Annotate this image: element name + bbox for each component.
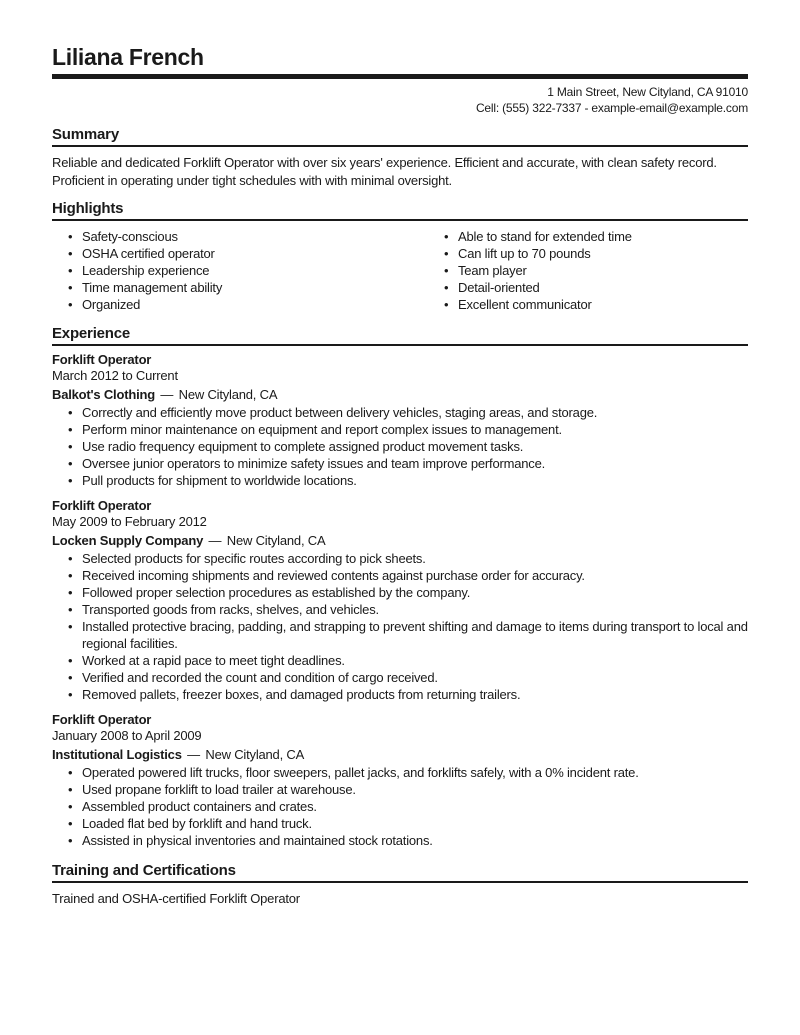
company-separator-dash: —	[208, 533, 222, 548]
job-bullet: • Oversee junior operators to minimize safety issues and team improve performance.	[52, 455, 748, 472]
company-location: New Cityland, CA	[178, 387, 278, 402]
job-bullet: • Used propane forklift to load trailer at warehouse.	[52, 781, 748, 798]
section-summary	[52, 126, 748, 190]
person-name: Liliana French	[52, 44, 204, 70]
company-name: Locken Supply Company	[52, 533, 204, 548]
training-text: Trained and OSHA-certified Forklift Operator	[52, 891, 300, 906]
job-entry	[52, 498, 748, 703]
job-title: Forklift Operator	[52, 712, 152, 727]
section-experience	[52, 325, 748, 849]
highlight-item: • Leadership experience	[52, 262, 428, 279]
contact-line: Cell: (555) 322-7337 - example-email@example.com	[475, 101, 748, 115]
job-bullet: • Removed pallets, freezer boxes, and damaged products from returning trailers.	[52, 686, 748, 703]
section-highlights	[52, 200, 748, 313]
company-separator-dash: —	[187, 747, 200, 762]
job-bullet: • Perform minor maintenance on equipment and report complex issues to management.	[52, 421, 748, 438]
job-dates: March 2012 to Current	[52, 368, 178, 383]
job-bullet: • Correctly and efficiently move product between delivery vehicles, staging areas, and storage.	[52, 404, 748, 421]
job-bullet: • Assembled product containers and crates.	[52, 798, 748, 815]
company-name: Balkot's Clothing	[52, 387, 155, 402]
job-bullet-list	[52, 550, 748, 703]
job-bullet: • Use radio frequency equipment to complete assigned product movement tasks.	[52, 438, 748, 455]
job-bullet: • Pull products for shipment to worldwide locations.	[52, 472, 748, 489]
job-bullet: • Installed protective bracing, padding, and strapping to prevent shifting and damage to items during transport to local and regional facilities.	[52, 618, 748, 652]
highlight-item: • OSHA certified operator	[52, 245, 428, 262]
job-dates: January 2008 to April 2009	[52, 728, 202, 743]
job-company-line	[52, 746, 748, 763]
highlight-item: • Organized	[52, 296, 428, 313]
training-title: Training and Certifications	[52, 862, 748, 883]
company-separator-dash: —	[160, 387, 174, 402]
address-line: 1 Main Street, New Cityland, CA 91010	[547, 85, 748, 99]
job-bullet: • Loaded flat bed by forklift and hand truck.	[52, 815, 748, 832]
company-location: New Cityland, CA	[205, 747, 305, 762]
job-title: Forklift Operator	[52, 352, 152, 367]
job-bullet: • Operated powered lift trucks, floor sweepers, pallet jacks, and forklifts safely, with a 0% incident rate.	[52, 764, 748, 781]
job-bullet: • Worked at a rapid pace to meet tight deadlines.	[52, 652, 748, 669]
job-company-line	[52, 386, 748, 403]
company-name: Institutional Logistics	[52, 747, 182, 762]
company-location: New Cityland, CA	[226, 533, 326, 548]
resume-header	[52, 44, 748, 116]
highlights-columns	[52, 228, 748, 313]
job-bullet-list	[52, 764, 748, 849]
job-dates: May 2009 to February 2012	[52, 514, 207, 529]
highlight-item: • Time management ability	[52, 279, 428, 296]
summary-title: Summary	[52, 126, 748, 147]
highlight-item: • Excellent communicator	[428, 296, 748, 313]
contact-block	[52, 84, 748, 116]
highlights-title: Highlights	[52, 200, 748, 221]
job-entry	[52, 712, 748, 849]
highlight-item: • Can lift up to 70 pounds	[428, 245, 748, 262]
job-bullet-list	[52, 404, 748, 489]
section-training	[52, 862, 748, 907]
highlight-item: • Team player	[428, 262, 748, 279]
job-bullet: • Transported goods from racks, shelves, and vehicles.	[52, 601, 748, 618]
job-bullet: • Received incoming shipments and reviewed contents against purchase order for accuracy.	[52, 567, 748, 584]
experience-title: Experience	[52, 325, 748, 346]
job-title: Forklift Operator	[52, 498, 152, 513]
highlight-item: • Detail-oriented	[428, 279, 748, 296]
highlight-item: • Safety-conscious	[52, 228, 428, 245]
job-bullet: • Selected products for specific routes according to pick sheets.	[52, 550, 748, 567]
job-company-line	[52, 532, 748, 549]
header-double-rule	[52, 74, 748, 79]
job-bullet: • Verified and recorded the count and condition of cargo received.	[52, 669, 748, 686]
job-bullet: • Followed proper selection procedures as established by the company.	[52, 584, 748, 601]
highlights-column-1	[52, 228, 428, 313]
highlights-column-2	[428, 228, 748, 313]
job-bullet: • Assisted in physical inventories and maintained stock rotations.	[52, 832, 748, 849]
highlight-item: • Able to stand for extended time	[428, 228, 748, 245]
job-entry	[52, 352, 748, 489]
summary-text: Reliable and dedicated Forklift Operator with over six years' experience. Efficient and accurate, with clean safety record. Proficient in operating under tight schedules with with minimal oversight.	[52, 155, 717, 188]
